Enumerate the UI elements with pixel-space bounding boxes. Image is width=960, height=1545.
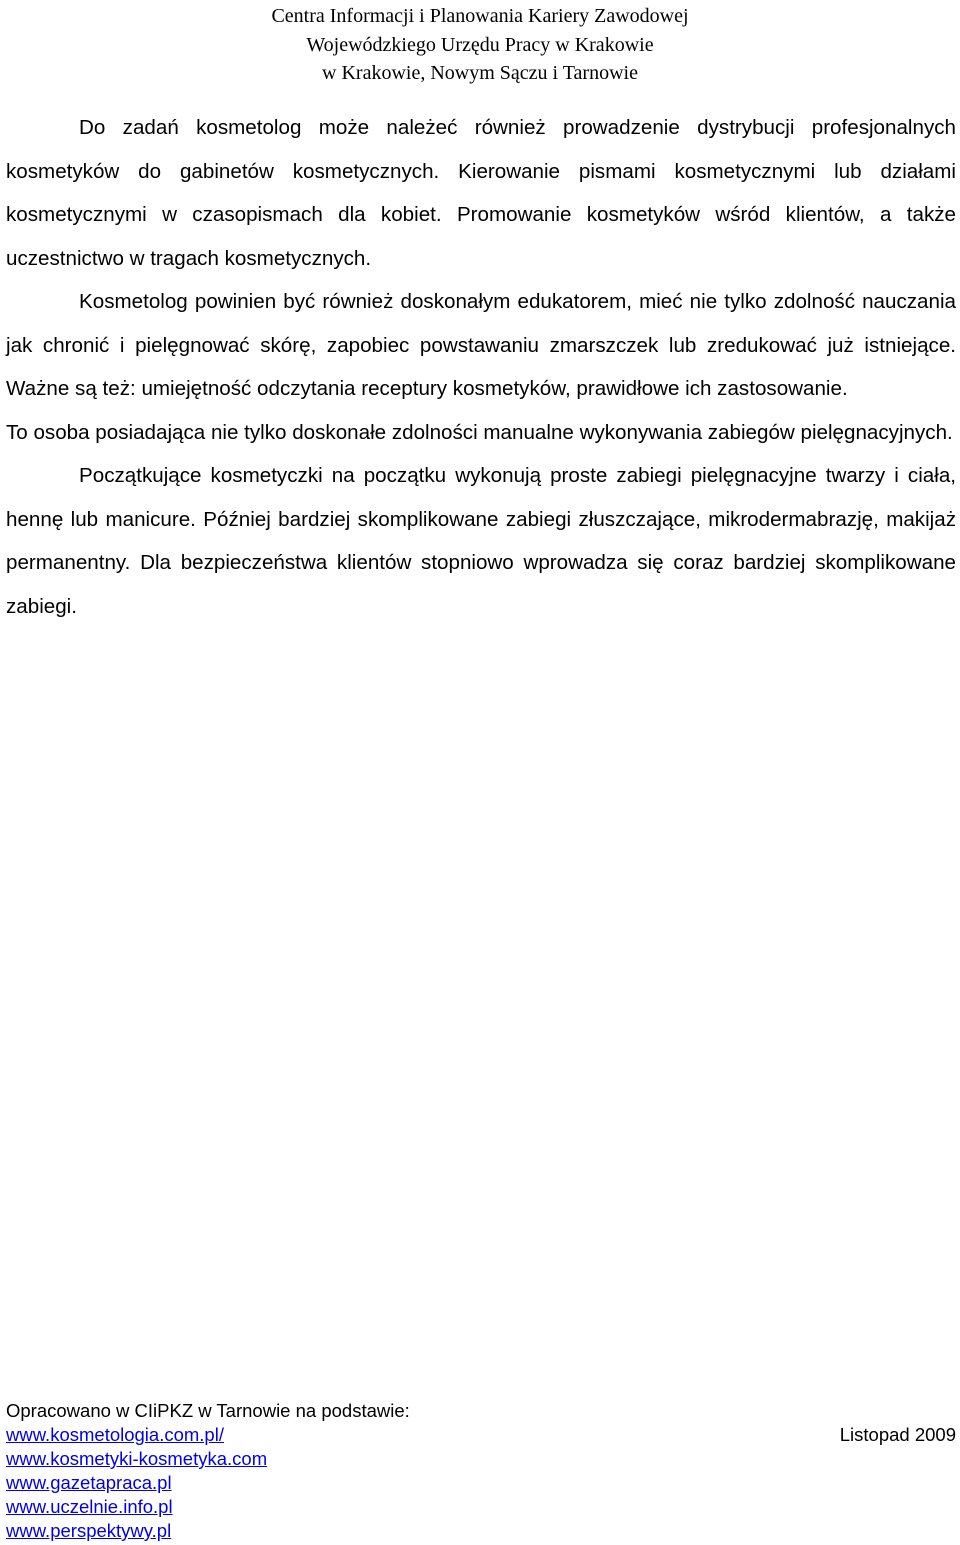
header-line-1: Centra Informacji i Planowania Kariery Zawodowej	[271, 5, 689, 27]
paragraph-1: Do zadań kosmetolog może należeć również prowadzenie dystrybucji profesjonalnych kosmetyków do gabinetów kosmetycznych. Kierowanie pismami kosmetycznymi lub działami kosmetycznymi w czasopismach dla kobiet. Promowanie kosmetyków wśród klientów, a także uczestnictwo w tragach kosmetycznych.	[6, 116, 956, 270]
header-line-2: Wojewódzkiego Urzędu Pracy w Krakowie	[306, 33, 654, 56]
source-link-kosmetologia[interactable]: www.kosmetologia.com.pl/	[6, 1424, 224, 1445]
source-link-kosmetyki[interactable]: www.kosmetyki-kosmetyka.com	[6, 1448, 268, 1469]
document-body	[6, 106, 956, 628]
paragraph-2: Kosmetolog powinien być również doskonałym edukatorem, mieć nie tylko zdolność nauczania jak chronić i pielęgnować skórę, zapobiec powstawaniu zmarszczek lub zredukować już istniejące. Ważne są też: umiejętność odczytania receptury kosmetyków, prawidłowe ich zastosowanie.	[6, 290, 956, 400]
source-link-gazetapraca[interactable]: www.gazetapraca.pl	[6, 1472, 172, 1493]
source-link-uczelnie[interactable]: www.uczelnie.info.pl	[6, 1496, 173, 1517]
page-header	[0, 2, 960, 88]
paragraph-3: To osoba posiadająca nie tylko doskonałe zdolności manualne wykonywania zabiegów pielęgnacyjnych.	[6, 420, 953, 444]
source-label: Opracowano w CIiPKZ w Tarnowie na podstawie:	[6, 1400, 410, 1421]
paragraph-4: Początkujące kosmetyczki na początku wykonują proste zabiegi pielęgnacyjne twarzy i ciała, hennę lub manicure. Później bardziej skomplikowane zabiegi złuszczające, mikrodermabrazję, makijaż permanentny. Dla bezpieczeństwa klientów stopniowo wprowadza się coraz bardziej skomplikowane zabiegi.	[6, 464, 956, 618]
header-line-3: w Krakowie, Nowym Sączu i Tarnowie	[322, 62, 638, 84]
page-footer	[6, 1399, 956, 1543]
source-link-perspektywy[interactable]: www.perspektywy.pl	[6, 1520, 172, 1541]
footer-row	[6, 1423, 956, 1447]
date-label: Listopad 2009	[839, 1424, 956, 1445]
